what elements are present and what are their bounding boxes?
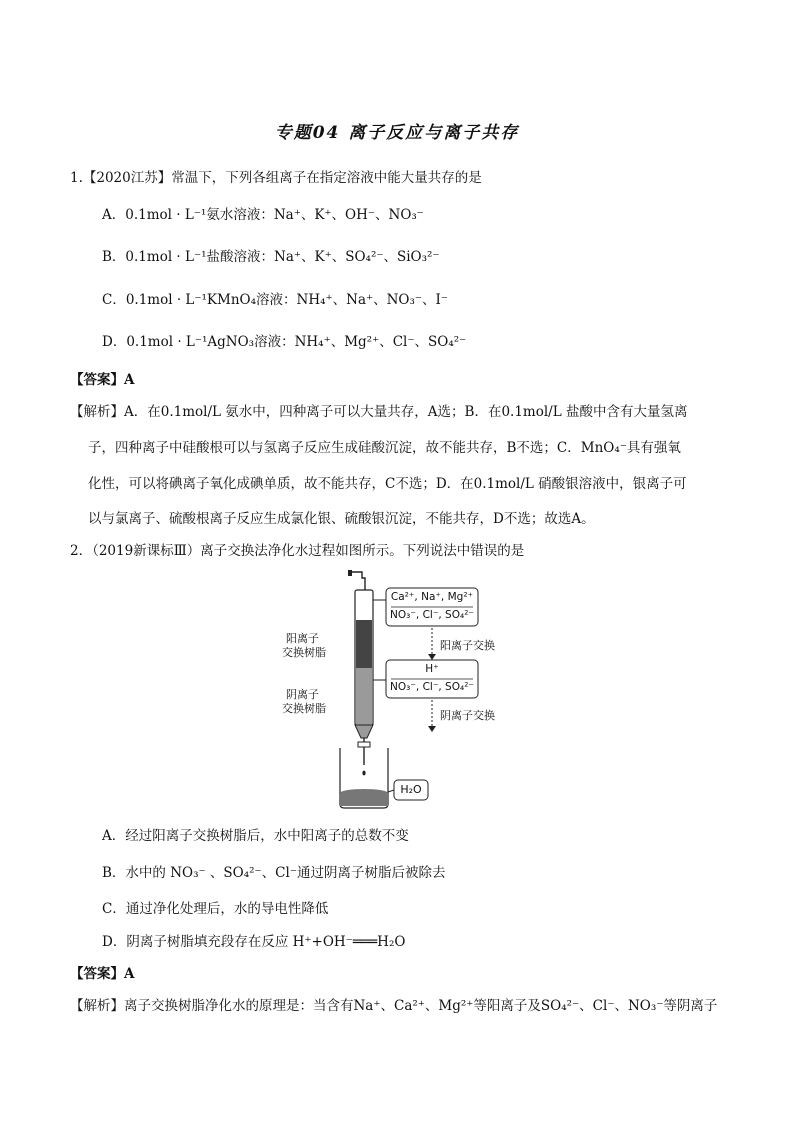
page-title: 专题04 离子反应与离子共存 [274,123,520,143]
q1-option-a[interactable]: A．0.1mol · L⁻¹氨水溶液：Na⁺、K⁺、OH⁻、NO₃⁻ [102,207,424,223]
q1-analysis-line-1: 【解析】A．在0.1mol/L 氨水中，四种离子可以大量共存，A选；B．在0.1mol/L 盐酸中含有大量氢离 [70,404,688,420]
q1-analysis-line-2: 子，四种离子中硅酸根可以与氢离子反应生成硅酸沉淀，故不能共存，B不选；C．MnO₄⁻具有强氧 [88,440,681,456]
box2-line1: H⁺ [425,663,439,675]
q2-option-c[interactable]: C．通过净化处理后，水的导电性降低 [102,901,329,917]
q2-stem: 2．（2019新课标Ⅲ）离子交换法净化水过程如图所示。下列说法中错误的是 [70,543,525,559]
q2-option-b[interactable]: B．水中的 NO₃⁻ 、SO₄²⁻、Cl⁻通过阴离子树脂后被除去 [102,865,446,881]
q1-analysis-line-4: 以与氯离子、硫酸根离子反应生成氯化银、硫酸银沉淀，不能共存，D不选；故选A。 [88,511,595,527]
ion-exchange-diagram [270,570,530,810]
label-cation-resin-1: 阳离子 [286,632,319,645]
q1-option-b[interactable]: B．0.1mol · L⁻¹盐酸溶液：Na⁺、K⁺、SO₄²⁻、SiO₃²⁻ [102,249,440,265]
q1-analysis-line-3: 化性，可以将碘离子氧化成碘单质，故不能共存，C不选；D．在0.1mol/L 硝酸银溶液中，银离子可 [88,476,687,492]
label-anion-resin-1: 阴离子 [286,688,319,701]
q2-option-a[interactable]: A．经过阳离子交换树脂后，水中阳离子的总数不变 [102,828,409,844]
box2-line2: NO₃⁻, Cl⁻, SO₄²⁻ [390,681,474,693]
q1-answer: 【答案】A [70,372,135,388]
q1-option-c[interactable]: C．0.1mol · L⁻¹KMnO₄溶液：NH₄⁺、Na⁺、NO₃⁻、I⁻ [102,292,448,308]
q1-option-d[interactable]: D．0.1mol · L⁻¹AgNO₃溶液：NH₄⁺、Mg²⁺、Cl⁻、SO₄²⁻ [102,334,467,350]
box1-line1: Ca²⁺, Na⁺, Mg²⁺ [390,591,474,603]
q2-option-d[interactable]: D．阴离子树脂填充段存在反应 H⁺+OH⁻═══H₂O [102,934,406,950]
label-cation-resin-2: 交换树脂 [282,646,326,659]
q2-analysis: 【解析】离子交换树脂净化水的原理是：当含有Na⁺、Ca²⁺、Mg²⁺等阳离子及SO₄²⁻、Cl⁻、NO₃⁻等阴离子 [70,998,718,1014]
water-label: H₂O [400,783,422,796]
step-anion-exchange: 阴离子交换 [440,709,495,722]
q1-stem: 1.【2020江苏】常温下，下列各组离子在指定溶液中能大量共存的是 [70,170,482,186]
step-cation-exchange: 阳离子交换 [440,639,495,652]
box1-line2: NO₃⁻, Cl⁻, SO₄²⁻ [390,609,474,621]
q2-answer: 【答案】A [70,966,135,982]
label-anion-resin-2: 交换树脂 [282,702,326,715]
